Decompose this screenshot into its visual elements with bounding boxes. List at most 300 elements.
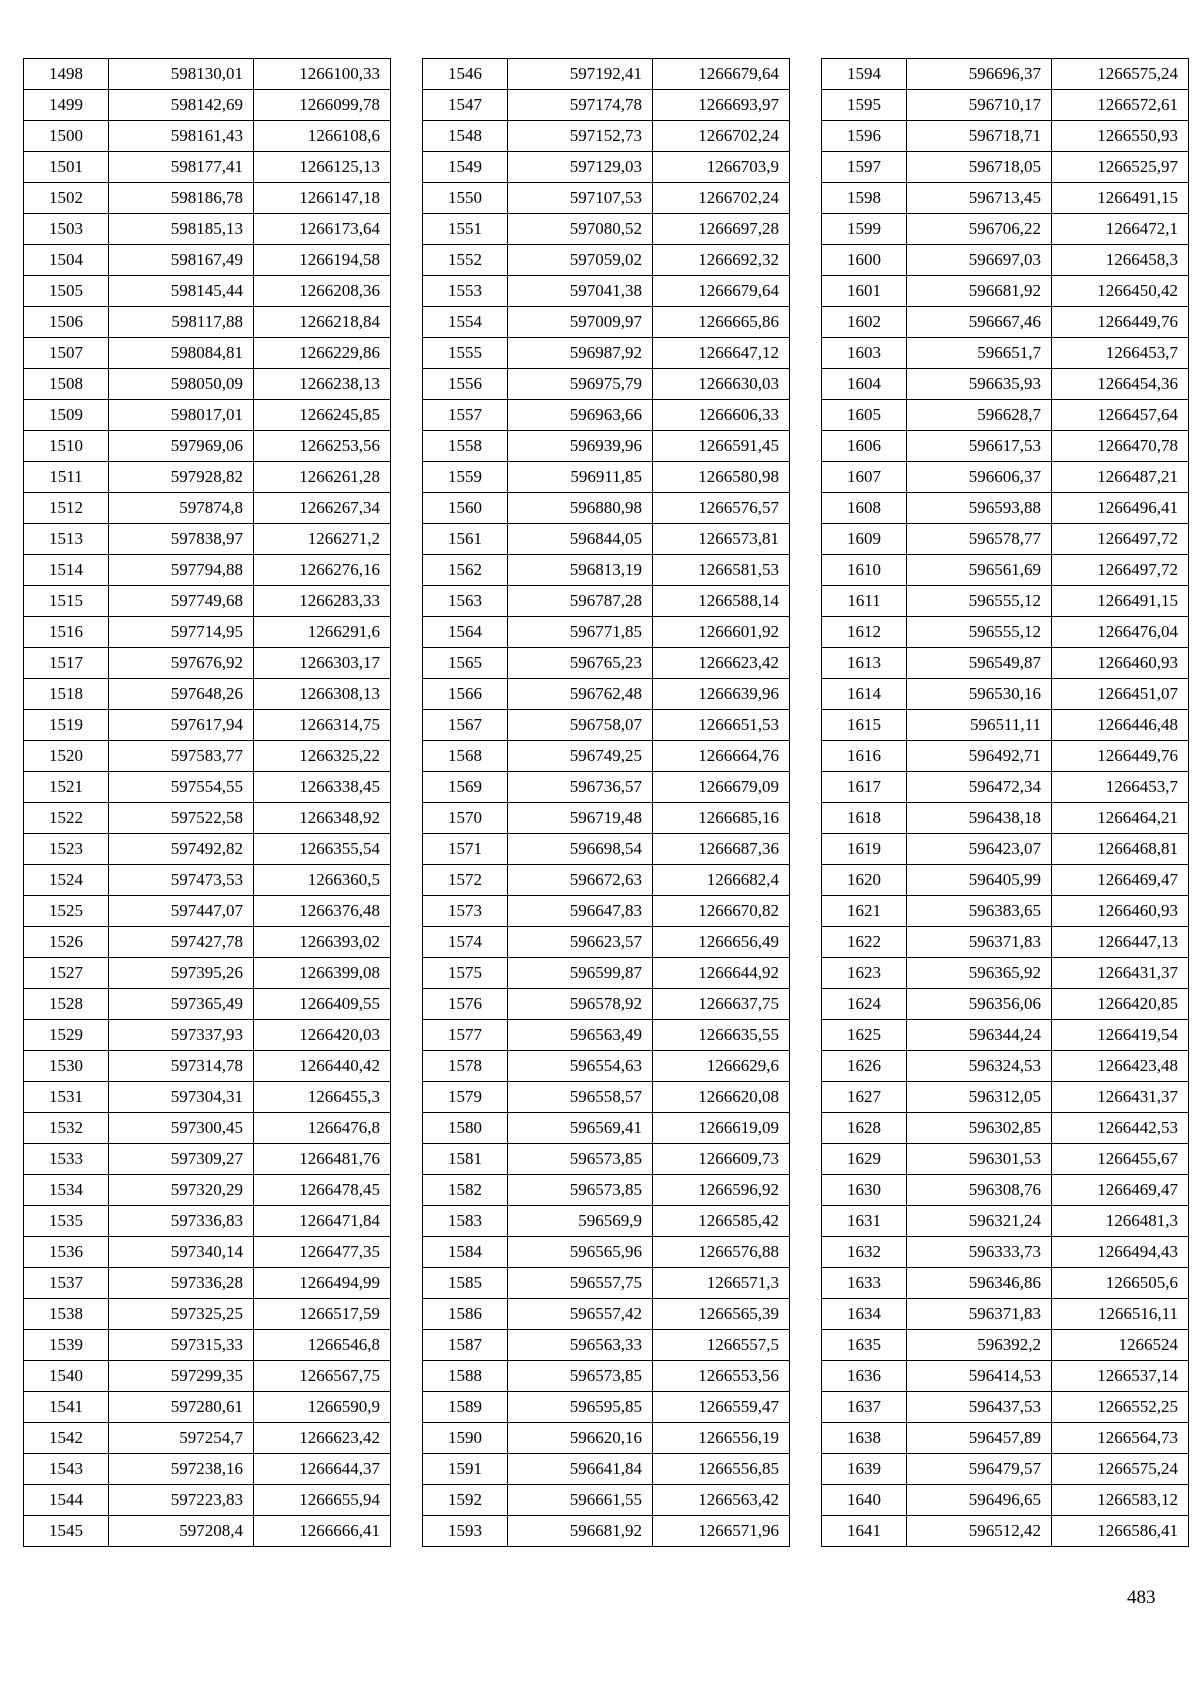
table-row	[423, 276, 790, 307]
coordinate-x-cell: 597337,93	[109, 1020, 254, 1051]
coordinate-y-cell: 1266494,99	[254, 1268, 391, 1299]
table-row	[423, 524, 790, 555]
table-row	[822, 617, 1189, 648]
point-number-cell: 1532	[24, 1113, 109, 1144]
coordinate-x-cell: 597874,8	[109, 493, 254, 524]
coordinate-x-cell: 596667,46	[907, 307, 1052, 338]
coordinate-x-cell: 596620,16	[508, 1423, 653, 1454]
coordinate-y-cell: 1266606,33	[653, 400, 790, 431]
point-number-cell: 1547	[423, 90, 508, 121]
coordinate-y-cell: 1266497,72	[1052, 524, 1189, 555]
table-row	[423, 1330, 790, 1361]
point-number-cell: 1626	[822, 1051, 907, 1082]
table-row	[822, 183, 1189, 214]
coordinate-x-cell: 596573,85	[508, 1144, 653, 1175]
point-number-cell: 1549	[423, 152, 508, 183]
table-row	[822, 803, 1189, 834]
coordinate-x-cell: 596641,84	[508, 1454, 653, 1485]
point-number-cell: 1512	[24, 493, 109, 524]
table-row	[822, 1392, 1189, 1423]
coordinate-y-cell: 1266125,13	[254, 152, 391, 183]
table-row	[423, 1082, 790, 1113]
coordinate-y-cell: 1266679,09	[653, 772, 790, 803]
point-number-cell: 1509	[24, 400, 109, 431]
table-row	[423, 741, 790, 772]
coordinate-x-cell: 596911,85	[508, 462, 653, 493]
coordinate-y-cell: 1266496,41	[1052, 493, 1189, 524]
point-number-cell: 1622	[822, 927, 907, 958]
coordinate-x-cell: 598084,81	[109, 338, 254, 369]
coordinate-y-cell: 1266453,7	[1052, 338, 1189, 369]
coordinate-x-cell: 596321,24	[907, 1206, 1052, 1237]
table-row	[24, 741, 391, 772]
coordinate-y-cell: 1266564,73	[1052, 1423, 1189, 1454]
coordinate-y-cell: 1266565,39	[653, 1299, 790, 1330]
point-number-cell: 1624	[822, 989, 907, 1020]
point-number-cell: 1499	[24, 90, 109, 121]
point-number-cell: 1633	[822, 1268, 907, 1299]
table-row	[24, 1423, 391, 1454]
table-row	[423, 90, 790, 121]
table-row	[24, 896, 391, 927]
table-row	[24, 1392, 391, 1423]
table-row	[423, 1361, 790, 1392]
table-row	[822, 648, 1189, 679]
page-number: 483	[1127, 1587, 1156, 1608]
point-number-cell: 1517	[24, 648, 109, 679]
coordinate-y-cell: 1266194,58	[254, 245, 391, 276]
table-row	[24, 121, 391, 152]
coordinate-y-cell: 1266630,03	[653, 369, 790, 400]
coordinate-x-cell: 597300,45	[109, 1113, 254, 1144]
coordinate-x-cell: 598130,01	[109, 59, 254, 90]
coordinate-x-cell: 596573,85	[508, 1361, 653, 1392]
coordinate-y-cell: 1266468,81	[1052, 834, 1189, 865]
table-row	[822, 1516, 1189, 1547]
coordinate-y-cell: 1266525,97	[1052, 152, 1189, 183]
coordinate-y-cell: 1266218,84	[254, 307, 391, 338]
point-number-cell: 1498	[24, 59, 109, 90]
table-row	[822, 1361, 1189, 1392]
table-row	[423, 834, 790, 865]
coordinate-x-cell: 596561,69	[907, 555, 1052, 586]
point-number-cell: 1598	[822, 183, 907, 214]
coordinate-x-cell: 597336,28	[109, 1268, 254, 1299]
coordinate-x-cell: 596492,71	[907, 741, 1052, 772]
point-number-cell: 1531	[24, 1082, 109, 1113]
coordinate-y-cell: 1266702,24	[653, 183, 790, 214]
coordinate-x-cell: 597554,55	[109, 772, 254, 803]
coordinate-x-cell: 597427,78	[109, 927, 254, 958]
coordinate-y-cell: 1266409,55	[254, 989, 391, 1020]
table-row	[822, 834, 1189, 865]
coordinate-x-cell: 597314,78	[109, 1051, 254, 1082]
coordinate-x-cell: 596628,7	[907, 400, 1052, 431]
coordinate-x-cell: 596530,16	[907, 679, 1052, 710]
table-row	[822, 1423, 1189, 1454]
table-row	[24, 1020, 391, 1051]
coordinate-y-cell: 1266099,78	[254, 90, 391, 121]
coordinate-x-cell: 596617,53	[907, 431, 1052, 462]
point-number-cell: 1610	[822, 555, 907, 586]
table-row	[423, 1454, 790, 1485]
table-row	[24, 214, 391, 245]
table-row	[24, 59, 391, 90]
table-row	[822, 772, 1189, 803]
point-number-cell: 1525	[24, 896, 109, 927]
coordinate-y-cell: 1266229,86	[254, 338, 391, 369]
coordinate-y-cell: 1266697,28	[653, 214, 790, 245]
coordinate-y-cell: 1266553,56	[653, 1361, 790, 1392]
coordinate-x-cell: 596558,57	[508, 1082, 653, 1113]
point-number-cell: 1603	[822, 338, 907, 369]
table-row	[423, 59, 790, 90]
table-row	[24, 958, 391, 989]
point-number-cell: 1538	[24, 1299, 109, 1330]
point-number-cell: 1551	[423, 214, 508, 245]
coordinate-y-cell: 1266481,3	[1052, 1206, 1189, 1237]
coordinate-y-cell: 1266702,24	[653, 121, 790, 152]
table-row	[423, 183, 790, 214]
coordinate-y-cell: 1266581,53	[653, 555, 790, 586]
point-number-cell: 1557	[423, 400, 508, 431]
coordinate-y-cell: 1266665,86	[653, 307, 790, 338]
point-number-cell: 1544	[24, 1485, 109, 1516]
table-row	[423, 1020, 790, 1051]
coordinate-x-cell: 596880,98	[508, 493, 653, 524]
coordinate-y-cell: 1266453,7	[1052, 772, 1189, 803]
coordinate-x-cell: 596771,85	[508, 617, 653, 648]
table-row	[423, 617, 790, 648]
point-number-cell: 1534	[24, 1175, 109, 1206]
point-number-cell: 1613	[822, 648, 907, 679]
coordinate-y-cell: 1266524	[1052, 1330, 1189, 1361]
table-row	[822, 710, 1189, 741]
coordinate-x-cell: 596698,54	[508, 834, 653, 865]
table-row	[24, 772, 391, 803]
coordinate-x-cell: 598142,69	[109, 90, 254, 121]
coordinate-y-cell: 1266476,8	[254, 1113, 391, 1144]
table-row	[423, 865, 790, 896]
point-number-cell: 1559	[423, 462, 508, 493]
point-number-cell: 1537	[24, 1268, 109, 1299]
coordinate-y-cell: 1266477,35	[254, 1237, 391, 1268]
table-row	[423, 586, 790, 617]
coordinate-x-cell: 596365,92	[907, 958, 1052, 989]
coordinate-x-cell: 596963,66	[508, 400, 653, 431]
coordinate-y-cell: 1266238,13	[254, 369, 391, 400]
coordinate-x-cell: 597794,88	[109, 555, 254, 586]
point-number-cell: 1526	[24, 927, 109, 958]
point-number-cell: 1585	[423, 1268, 508, 1299]
table-row	[423, 431, 790, 462]
coordinate-y-cell: 1266478,45	[254, 1175, 391, 1206]
coordinate-y-cell: 1266575,24	[1052, 1454, 1189, 1485]
table-row	[24, 1113, 391, 1144]
table-row	[423, 214, 790, 245]
table-row	[24, 1299, 391, 1330]
coordinate-y-cell: 1266173,64	[254, 214, 391, 245]
coordinate-x-cell: 597749,68	[109, 586, 254, 617]
coordinate-x-cell: 596710,17	[907, 90, 1052, 121]
table-row	[822, 989, 1189, 1020]
point-number-cell: 1506	[24, 307, 109, 338]
coordinate-x-cell: 596511,11	[907, 710, 1052, 741]
coordinate-x-cell: 597617,94	[109, 710, 254, 741]
coordinate-y-cell: 1266637,75	[653, 989, 790, 1020]
coordinate-x-cell: 596392,2	[907, 1330, 1052, 1361]
point-number-cell: 1566	[423, 679, 508, 710]
coordinate-x-cell: 597152,73	[508, 121, 653, 152]
coordinate-y-cell: 1266556,19	[653, 1423, 790, 1454]
table-row	[24, 989, 391, 1020]
point-number-cell: 1540	[24, 1361, 109, 1392]
coordinate-x-cell: 596312,05	[907, 1082, 1052, 1113]
point-number-cell: 1583	[423, 1206, 508, 1237]
coordinate-x-cell: 597059,02	[508, 245, 653, 276]
coordinate-x-cell: 596557,75	[508, 1268, 653, 1299]
coordinate-y-cell: 1266253,56	[254, 431, 391, 462]
coordinates-table-1	[23, 58, 391, 1547]
coordinate-y-cell: 1266360,5	[254, 865, 391, 896]
coordinate-x-cell: 597473,53	[109, 865, 254, 896]
coordinate-x-cell: 596414,53	[907, 1361, 1052, 1392]
point-number-cell: 1543	[24, 1454, 109, 1485]
table-row	[24, 617, 391, 648]
point-number-cell: 1641	[822, 1516, 907, 1547]
coordinate-y-cell: 1266303,17	[254, 648, 391, 679]
coordinate-y-cell: 1266460,93	[1052, 896, 1189, 927]
table-row	[822, 555, 1189, 586]
coordinate-x-cell: 596512,42	[907, 1516, 1052, 1547]
table-row	[24, 152, 391, 183]
point-number-cell: 1617	[822, 772, 907, 803]
coordinate-x-cell: 596696,37	[907, 59, 1052, 90]
coordinate-y-cell: 1266446,48	[1052, 710, 1189, 741]
point-number-cell: 1519	[24, 710, 109, 741]
table-row	[822, 1454, 1189, 1485]
coordinate-y-cell: 1266308,13	[254, 679, 391, 710]
point-number-cell: 1515	[24, 586, 109, 617]
table-row	[24, 90, 391, 121]
table-row	[423, 927, 790, 958]
coordinate-y-cell: 1266572,61	[1052, 90, 1189, 121]
coordinate-x-cell: 597395,26	[109, 958, 254, 989]
coordinate-y-cell: 1266420,85	[1052, 989, 1189, 1020]
coordinate-y-cell: 1266635,55	[653, 1020, 790, 1051]
coordinate-y-cell: 1266261,28	[254, 462, 391, 493]
point-number-cell: 1575	[423, 958, 508, 989]
coordinate-x-cell: 597320,29	[109, 1175, 254, 1206]
coordinate-y-cell: 1266491,15	[1052, 183, 1189, 214]
coordinate-x-cell: 596438,18	[907, 803, 1052, 834]
point-number-cell: 1541	[24, 1392, 109, 1423]
table-row	[24, 276, 391, 307]
table-row	[822, 1299, 1189, 1330]
coordinate-y-cell: 1266679,64	[653, 276, 790, 307]
point-number-cell: 1510	[24, 431, 109, 462]
coordinate-y-cell: 1266325,22	[254, 741, 391, 772]
table-row	[24, 1051, 391, 1082]
table-row	[24, 1082, 391, 1113]
table-row	[423, 1423, 790, 1454]
table-row	[822, 59, 1189, 90]
table-row	[423, 1299, 790, 1330]
coordinate-y-cell: 1266283,33	[254, 586, 391, 617]
point-number-cell: 1623	[822, 958, 907, 989]
table-row	[822, 90, 1189, 121]
coordinate-x-cell: 597583,77	[109, 741, 254, 772]
coordinate-x-cell: 596563,33	[508, 1330, 653, 1361]
table-row	[822, 152, 1189, 183]
point-number-cell: 1578	[423, 1051, 508, 1082]
coordinate-x-cell: 597009,97	[508, 307, 653, 338]
coordinate-x-cell: 597309,27	[109, 1144, 254, 1175]
coordinate-y-cell: 1266620,08	[653, 1082, 790, 1113]
coordinate-y-cell: 1266573,81	[653, 524, 790, 555]
coordinate-x-cell: 596975,79	[508, 369, 653, 400]
point-number-cell: 1511	[24, 462, 109, 493]
coordinate-x-cell: 597365,49	[109, 989, 254, 1020]
coordinate-x-cell: 596554,63	[508, 1051, 653, 1082]
coordinate-y-cell: 1266491,15	[1052, 586, 1189, 617]
point-number-cell: 1605	[822, 400, 907, 431]
coordinate-y-cell: 1266623,42	[653, 648, 790, 679]
coordinate-x-cell: 596593,88	[907, 493, 1052, 524]
point-number-cell: 1514	[24, 555, 109, 586]
coordinate-x-cell: 596405,99	[907, 865, 1052, 896]
coordinate-x-cell: 598117,88	[109, 307, 254, 338]
coordinate-x-cell: 596749,25	[508, 741, 653, 772]
table-row	[822, 338, 1189, 369]
coordinate-y-cell: 1266355,54	[254, 834, 391, 865]
table-row	[822, 214, 1189, 245]
point-number-cell: 1599	[822, 214, 907, 245]
point-number-cell: 1618	[822, 803, 907, 834]
point-number-cell: 1608	[822, 493, 907, 524]
coordinate-x-cell: 596549,87	[907, 648, 1052, 679]
point-number-cell: 1561	[423, 524, 508, 555]
table-row	[822, 1330, 1189, 1361]
coordinate-y-cell: 1266458,3	[1052, 245, 1189, 276]
table-row	[423, 958, 790, 989]
coordinate-y-cell: 1266588,14	[653, 586, 790, 617]
coordinate-y-cell: 1266431,37	[1052, 1082, 1189, 1113]
coordinate-y-cell: 1266609,73	[653, 1144, 790, 1175]
coordinate-y-cell: 1266271,2	[254, 524, 391, 555]
point-number-cell: 1553	[423, 276, 508, 307]
point-number-cell: 1638	[822, 1423, 907, 1454]
table-row	[822, 1485, 1189, 1516]
coordinate-x-cell: 598145,44	[109, 276, 254, 307]
point-number-cell: 1548	[423, 121, 508, 152]
coordinate-y-cell: 1266556,85	[653, 1454, 790, 1485]
table-row	[423, 648, 790, 679]
point-number-cell: 1576	[423, 989, 508, 1020]
coordinate-y-cell: 1266291,6	[254, 617, 391, 648]
table-row	[24, 1175, 391, 1206]
table-row	[24, 493, 391, 524]
point-number-cell: 1606	[822, 431, 907, 462]
coordinate-x-cell: 596762,48	[508, 679, 653, 710]
point-number-cell: 1545	[24, 1516, 109, 1547]
coordinate-x-cell: 597447,07	[109, 896, 254, 927]
table-row	[24, 524, 391, 555]
coordinate-y-cell: 1266516,11	[1052, 1299, 1189, 1330]
coordinate-x-cell: 596787,28	[508, 586, 653, 617]
table-row	[423, 989, 790, 1020]
point-number-cell: 1592	[423, 1485, 508, 1516]
coordinate-x-cell: 597107,53	[508, 183, 653, 214]
table-row	[822, 741, 1189, 772]
coordinate-x-cell: 596681,92	[508, 1516, 653, 1547]
table-row	[423, 772, 790, 803]
coordinate-y-cell: 1266455,3	[254, 1082, 391, 1113]
point-number-cell: 1550	[423, 183, 508, 214]
point-number-cell: 1632	[822, 1237, 907, 1268]
coordinate-x-cell: 596308,76	[907, 1175, 1052, 1206]
coordinate-x-cell: 596479,57	[907, 1454, 1052, 1485]
point-number-cell: 1588	[423, 1361, 508, 1392]
coordinate-x-cell: 597080,52	[508, 214, 653, 245]
coordinate-y-cell: 1266450,42	[1052, 276, 1189, 307]
point-number-cell: 1614	[822, 679, 907, 710]
table-row	[822, 245, 1189, 276]
point-number-cell: 1513	[24, 524, 109, 555]
coordinate-y-cell: 1266517,59	[254, 1299, 391, 1330]
point-number-cell: 1596	[822, 121, 907, 152]
coordinate-y-cell: 1266471,84	[254, 1206, 391, 1237]
coordinate-y-cell: 1266399,08	[254, 958, 391, 989]
point-number-cell: 1620	[822, 865, 907, 896]
point-number-cell: 1502	[24, 183, 109, 214]
coordinate-x-cell: 596333,73	[907, 1237, 1052, 1268]
table-row	[423, 679, 790, 710]
coordinate-y-cell: 1266567,75	[254, 1361, 391, 1392]
point-number-cell: 1616	[822, 741, 907, 772]
point-number-cell: 1500	[24, 121, 109, 152]
coordinate-x-cell: 596569,41	[508, 1113, 653, 1144]
point-number-cell: 1631	[822, 1206, 907, 1237]
table-row	[822, 1175, 1189, 1206]
point-number-cell: 1594	[822, 59, 907, 90]
coordinate-x-cell: 597254,7	[109, 1423, 254, 1454]
coordinate-x-cell: 596371,83	[907, 1299, 1052, 1330]
point-number-cell: 1640	[822, 1485, 907, 1516]
table-row	[423, 1268, 790, 1299]
coordinate-y-cell: 1266449,76	[1052, 741, 1189, 772]
coordinate-x-cell: 597238,16	[109, 1454, 254, 1485]
coordinate-y-cell: 1266469,47	[1052, 865, 1189, 896]
coordinate-y-cell: 1266314,75	[254, 710, 391, 741]
coordinate-x-cell: 596647,83	[508, 896, 653, 927]
coordinate-x-cell: 596578,77	[907, 524, 1052, 555]
point-number-cell: 1570	[423, 803, 508, 834]
coordinate-y-cell: 1266585,42	[653, 1206, 790, 1237]
table-row	[423, 245, 790, 276]
point-number-cell: 1630	[822, 1175, 907, 1206]
point-number-cell: 1586	[423, 1299, 508, 1330]
table-row	[423, 710, 790, 741]
point-number-cell: 1556	[423, 369, 508, 400]
table-row	[24, 183, 391, 214]
point-number-cell: 1593	[423, 1516, 508, 1547]
point-number-cell: 1639	[822, 1454, 907, 1485]
point-number-cell: 1615	[822, 710, 907, 741]
coordinate-y-cell: 1266497,72	[1052, 555, 1189, 586]
point-number-cell: 1522	[24, 803, 109, 834]
coordinate-y-cell: 1266423,48	[1052, 1051, 1189, 1082]
